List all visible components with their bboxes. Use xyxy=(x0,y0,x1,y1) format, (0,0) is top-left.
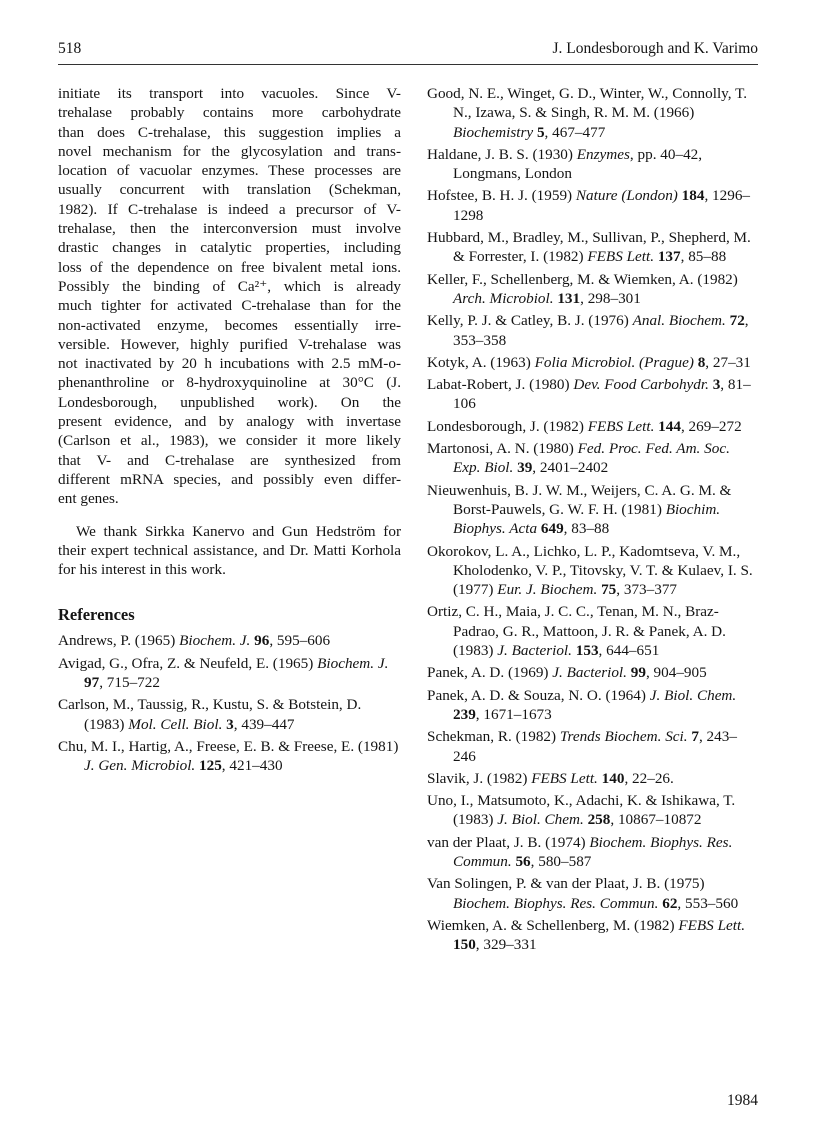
reference-authors: Martonosi, A. N. (1980) xyxy=(427,440,574,458)
body-line: different mRNA species, and possibly even differ- xyxy=(58,470,401,488)
body-line: present evidence, and by analogy with invertase xyxy=(58,413,401,431)
reference-authors: Uno, I., Matsumoto, K., Adachi, K. & Ishikawa, T. (1983) xyxy=(427,792,736,829)
reference-journal: Biochim. Biophys. Acta xyxy=(453,500,721,538)
reference-authors: Nieuwenhuis, B. J. W. M., Weijers, C. A. G. M. & Borst-Pauwels, G. W. F. H. (1981) xyxy=(427,481,732,518)
reference-volume: 99 xyxy=(630,664,646,682)
reference-pages: 22–26. xyxy=(632,769,674,787)
reference-journal: Anal. Biochem. xyxy=(632,312,726,330)
reference-journal: Enzymes xyxy=(576,145,630,163)
reference-authors: Haldane, J. B. S. (1930) xyxy=(427,145,573,163)
reference-authors: Hubbard, M., Bradley, M., Sullivan, P., Shepherd, M. & Forrester, I. (1982) xyxy=(427,229,751,266)
reference-pages: 329–331 xyxy=(483,936,537,954)
reference-volume: 39 xyxy=(517,459,533,477)
body-line: not inactivated by 20 h incubations with 2.5 mM-o- xyxy=(58,355,401,373)
reference-journal: Biochemistry xyxy=(453,123,534,141)
reference-authors: Londesborough, J. (1982) xyxy=(427,417,584,435)
reference-entry: Keller, F., Schellenberg, M. & Wiemken, A. (1982) Arch. Microbiol. 131, 298–301 xyxy=(427,270,738,307)
running-head: J. Londesborough and K. Varimo xyxy=(552,40,758,57)
reference-volume: 5 xyxy=(536,123,545,141)
references-heading: References xyxy=(58,605,135,625)
left-column xyxy=(58,84,401,779)
reference-entry: Schekman, R. (1982) Trends Biochem. Sci. 7, 243–246 xyxy=(427,728,737,765)
reference-entry: Slavik, J. (1982) FEBS Lett. 140, 22–26. xyxy=(427,769,674,787)
reference-pages: 10867–10872 xyxy=(617,811,702,829)
reference-entry: Good, N. E., Winget, G. D., Winter, W., Connolly, T. N., Izawa, S. & Singh, R. M. M. (1966) Biochemistry 5, 467–477 xyxy=(427,85,748,141)
reference-authors: Avigad, G., Ofra, Z. & Neufeld, E. (1965) xyxy=(58,654,314,672)
reference-pages: 467–477 xyxy=(552,123,606,141)
reference-volume: 258 xyxy=(587,811,611,829)
reference-journal: Biochem. J. xyxy=(317,654,389,672)
reference-journal: Biochem. J. xyxy=(179,632,251,650)
body-line: Possibly the binding of Ca²⁺, which is already xyxy=(58,277,401,295)
reference-pages: 439–447 xyxy=(241,715,295,733)
reference-journal: Eur. J. Biochem. xyxy=(497,581,598,599)
body-line: non-activated enzyme, becomes essentially irre- xyxy=(58,316,401,334)
reference-entry: Uno, I., Matsumoto, K., Adachi, K. & Ishikawa, T. (1983) J. Biol. Chem. 258, 10867–10872 xyxy=(427,792,736,829)
reference-pages: 421–430 xyxy=(229,757,283,775)
reference-pages: 353–358 xyxy=(453,331,507,349)
reference-authors: Schekman, R. (1982) xyxy=(427,728,557,746)
reference-volume: 7 xyxy=(691,728,699,746)
reference-volume: 3 xyxy=(226,715,234,733)
reference-volume: 144 xyxy=(658,417,681,435)
reference-authors: Slavik, J. (1982) xyxy=(427,769,528,787)
reference-entry: Panek, A. D. (1969) J. Bacteriol. 99, 904–905 xyxy=(427,664,707,682)
reference-pages: 580–587 xyxy=(538,852,592,870)
body-line: 1982). If C-trehalase is indeed a precursor of V- xyxy=(58,200,401,218)
page-number: 518 xyxy=(58,40,82,57)
right-column xyxy=(427,84,758,957)
reference-pages: 595–606 xyxy=(276,632,331,650)
acknowledgement-line: for his interest in this work. xyxy=(58,561,226,579)
reference-pages: 1671–1673 xyxy=(483,705,552,723)
reference-pages: 553–560 xyxy=(685,894,739,912)
reference-volume: 125 xyxy=(199,757,222,775)
body-line: much tighter for activated C-trehalase than for the xyxy=(58,297,401,315)
reference-entry: Wiemken, A. & Schellenberg, M. (1982) FEBS Lett. 150, 329–331 xyxy=(427,916,745,954)
reference-journal: FEBS Lett. xyxy=(678,916,745,934)
reference-authors: Wiemken, A. & Schellenberg, M. (1982) xyxy=(427,916,675,934)
reference-entry: Labat-Robert, J. (1980) Dev. Food Carbohydr. 3, 81–106 xyxy=(427,376,751,413)
reference-journal: FEBS Lett. xyxy=(531,769,598,787)
reference-authors: Good, N. E., Winget, G. D., Winter, W., Connolly, T. N., Izawa, S. & Singh, R. M. M. (1966) xyxy=(427,85,748,122)
reference-journal: Trends Biochem. Sci. xyxy=(559,728,688,746)
reference-volume: 649 xyxy=(540,520,564,538)
reference-authors: Panek, A. D. (1969) xyxy=(427,664,549,682)
reference-entry: van der Plaat, J. B. (1974) Biochem. Biophys. Res. Commun. 56, 580–587 xyxy=(427,833,733,870)
reference-volume: 8 xyxy=(697,353,706,371)
reference-authors: Labat-Robert, J. (1980) xyxy=(427,376,570,394)
reference-volume: 96 xyxy=(254,632,270,650)
reference-entry: Andrews, P. (1965) Biochem. J. 96, 595–606 xyxy=(58,632,331,650)
reference-pages: 85–88 xyxy=(688,248,727,266)
reference-journal: J. Bacteriol. xyxy=(497,642,572,660)
reference-authors: Panek, A. D. & Souza, N. O. (1964) xyxy=(427,686,646,704)
reference-journal: Folia Microbiol. (Prague) xyxy=(534,353,694,371)
reference-entry: Kotyk, A. (1963) Folia Microbiol. (Prague) 8, 27–31 xyxy=(427,353,751,371)
body-line: trehalase, then the interconversion must involve xyxy=(58,220,401,238)
reference-entry: Panek, A. D. & Souza, N. O. (1964) J. Biol. Chem. 239, 1671–1673 xyxy=(427,686,737,723)
reference-journal: Nature (London) xyxy=(575,187,678,205)
reference-pages: 81–106 xyxy=(453,376,751,413)
reference-entry: Martonosi, A. N. (1980) Fed. Proc. Fed. Am. Soc. Exp. Biol. 39, 2401–2402 xyxy=(427,440,730,477)
reference-entry: Chu, M. I., Hartig, A., Freese, E. B. & Freese, E. (1981) J. Gen. Microbiol. 125, 421–430 xyxy=(58,737,399,775)
reference-authors: Hofstee, B. H. J. (1959) xyxy=(427,187,573,205)
body-line: than does C-trehalase, this suggestion implies a xyxy=(58,123,401,141)
reference-authors: Van Solingen, P. & van der Plaat, J. B. (1975) xyxy=(427,875,705,893)
reference-volume: 184 xyxy=(681,187,705,205)
body-line: initiate its transport into vacuoles. Since V- xyxy=(58,85,401,102)
reference-journal: Mol. Cell. Biol. xyxy=(128,715,223,733)
reference-pages: 373–377 xyxy=(623,581,677,599)
reference-entry: Ortiz, C. H., Maia, J. C. C., Tenan, M. N., Braz-Padrao, G. R., Mattoon, J. R. & Panek, A. D. (1983) J. Bacteriol. 153, 644–651 xyxy=(427,603,726,660)
reference-journal: Biochem. Biophys. Res. Commun. xyxy=(453,894,659,912)
reference-entry: Avigad, G., Ofra, Z. & Neufeld, E. (1965) Biochem. J. 97, 715–722 xyxy=(58,654,389,692)
reference-entry: Nieuwenhuis, B. J. W. M., Weijers, C. A. G. M. & Borst-Pauwels, G. W. F. H. (1981) Biochim. Biophys. Acta 649, 83–88 xyxy=(427,481,732,538)
reference-journal: J. Bacteriol. xyxy=(552,664,627,682)
reference-entry: Van Solingen, P. & van der Plaat, J. B. (1975) Biochem. Biophys. Res. Commun. 62, 553–560 xyxy=(427,875,739,912)
body-line: novel mechanism for the glycosylation and trans- xyxy=(58,142,401,160)
reference-pages: 83–88 xyxy=(571,520,610,538)
reference-pages: 904–905 xyxy=(653,664,707,682)
body-line: ent genes. xyxy=(58,490,119,508)
reference-volume: 137 xyxy=(657,248,681,266)
reference-entry: Hubbard, M., Bradley, M., Sullivan, P., Shepherd, M. & Forrester, I. (1982) FEBS Lett. 137, 85–88 xyxy=(427,229,751,266)
reference-authors: Keller, F., Schellenberg, M. & Wiemken, A. (1982) xyxy=(427,270,738,288)
reference-authors: Ortiz, C. H., Maia, J. C. C., Tenan, M. N., Braz-Padrao, G. R., Mattoon, J. R. & Panek, A. D. (1983) xyxy=(427,603,726,660)
body-line: trehalase probably contains more carbohydrate xyxy=(58,104,401,122)
reference-authors: Carlson, M., Taussig, R., Kustu, S. & Botstein, D. (1983) xyxy=(58,696,362,733)
reference-pages: 243–246 xyxy=(453,728,737,765)
reference-volume: 239 xyxy=(453,705,476,723)
reference-volume: 150 xyxy=(453,936,476,954)
body-line: loss of the dependence on free bivalent metal ions. xyxy=(58,258,401,276)
reference-journal: Arch. Microbiol. xyxy=(453,289,554,307)
reference-pages: 2401–2402 xyxy=(539,459,609,477)
header-rule xyxy=(58,64,758,65)
reference-journal: Fed. Proc. Fed. Am. Soc. Exp. Biol. xyxy=(453,440,730,477)
reference-volume: 3 xyxy=(712,376,721,394)
reference-pages: 1296–1298 xyxy=(453,187,750,224)
body-line: versible. However, highly purified V-trehalase was xyxy=(58,335,401,353)
reference-entry: Haldane, J. B. S. (1930) Enzymes, pp. 40–42, Longmans, London xyxy=(427,145,703,183)
reference-pages: pp. 40–42, Longmans, London xyxy=(453,145,703,183)
reference-authors: Chu, M. I., Hartig, A., Freese, E. B. & Freese, E. (1981) xyxy=(58,737,399,755)
reference-journal: J. Biol. Chem. xyxy=(497,811,584,829)
reference-journal: J. Biol. Chem. xyxy=(649,686,737,704)
reference-volume: 131 xyxy=(557,289,581,307)
body-line: usually concurrent with translation (Schekman, xyxy=(58,181,401,199)
reference-entry: Kelly, P. J. & Catley, B. J. (1976) Anal. Biochem. 72, 353–358 xyxy=(427,312,749,349)
reference-journal: FEBS Lett. xyxy=(587,248,655,266)
reference-pages: 269–272 xyxy=(688,417,742,435)
reference-journal: Biochem. Biophys. Res. Commun. xyxy=(453,833,733,870)
reference-volume: 62 xyxy=(662,894,678,912)
reference-authors: Kotyk, A. (1963) xyxy=(427,353,531,371)
reference-authors: Kelly, P. J. & Catley, B. J. (1976) xyxy=(427,312,629,330)
reference-journal: FEBS Lett. xyxy=(587,417,655,435)
reference-volume: 56 xyxy=(515,852,531,870)
body-line: that V- and C-trehalase are synthesized from xyxy=(58,451,401,469)
reference-pages: 27–31 xyxy=(712,353,751,371)
body-line: drastic changes in catalytic properties, including xyxy=(58,239,401,257)
acknowledgement-paragraph xyxy=(58,522,401,580)
footer-year: 1984 xyxy=(727,1092,758,1109)
reference-volume: 140 xyxy=(601,769,625,787)
reference-volume: 153 xyxy=(575,642,599,660)
reference-pages: 715–722 xyxy=(106,674,160,692)
reference-volume: 72 xyxy=(729,312,745,330)
reference-journal: J. Gen. Microbiol. xyxy=(84,757,196,775)
reference-entry: Okorokov, L. A., Lichko, L. P., Kadomtseva, V. M., Kholodenko, V. P., Titovsky, V. T. & Kulaev, I. S. (1977) Eur. J. Biochem. 75, 373–377 xyxy=(427,542,753,599)
reference-entry: Carlson, M., Taussig, R., Kustu, S. & Botstein, D. (1983) Mol. Cell. Biol. 3, 439–447 xyxy=(58,696,362,733)
reference-volume: 97 xyxy=(84,674,100,692)
reference-pages: 298–301 xyxy=(587,289,641,307)
body-line: (Carlson et al., 1983), we consider it more likely xyxy=(58,432,401,450)
body-paragraph xyxy=(58,84,401,509)
acknowledgement-line: We thank Sirkka Kanervo and Gun Hedström for xyxy=(76,522,401,540)
reference-journal: Dev. Food Carbohydr. xyxy=(573,376,709,394)
reference-authors: Andrews, P. (1965) xyxy=(58,632,176,650)
acknowledgement-line: their expert technical assistance, and Dr. Matti Korhola xyxy=(58,541,401,559)
reference-entry: Londesborough, J. (1982) FEBS Lett. 144, 269–272 xyxy=(427,417,742,435)
reference-authors: Okorokov, L. A., Lichko, L. P., Kadomtseva, V. M., Kholodenko, V. P., Titovsky, V. T. & Kulaev, I. S. (1977) xyxy=(427,542,753,599)
body-line: phenanthroline or 8-hydroxyquinoline at 30°C (J. xyxy=(58,374,401,392)
references-left-list xyxy=(58,631,401,775)
body-line: location of vacuolar enzymes. These processes are xyxy=(58,162,401,180)
reference-volume: 75 xyxy=(601,581,617,599)
reference-pages: 644–651 xyxy=(606,642,660,660)
reference-entry: Hofstee, B. H. J. (1959) Nature (London) 184, 1296–1298 xyxy=(427,187,750,224)
references-right-list xyxy=(427,84,758,954)
reference-authors: van der Plaat, J. B. (1974) xyxy=(427,833,586,851)
body-line: Londesborough, unpublished work). On the xyxy=(58,393,401,411)
